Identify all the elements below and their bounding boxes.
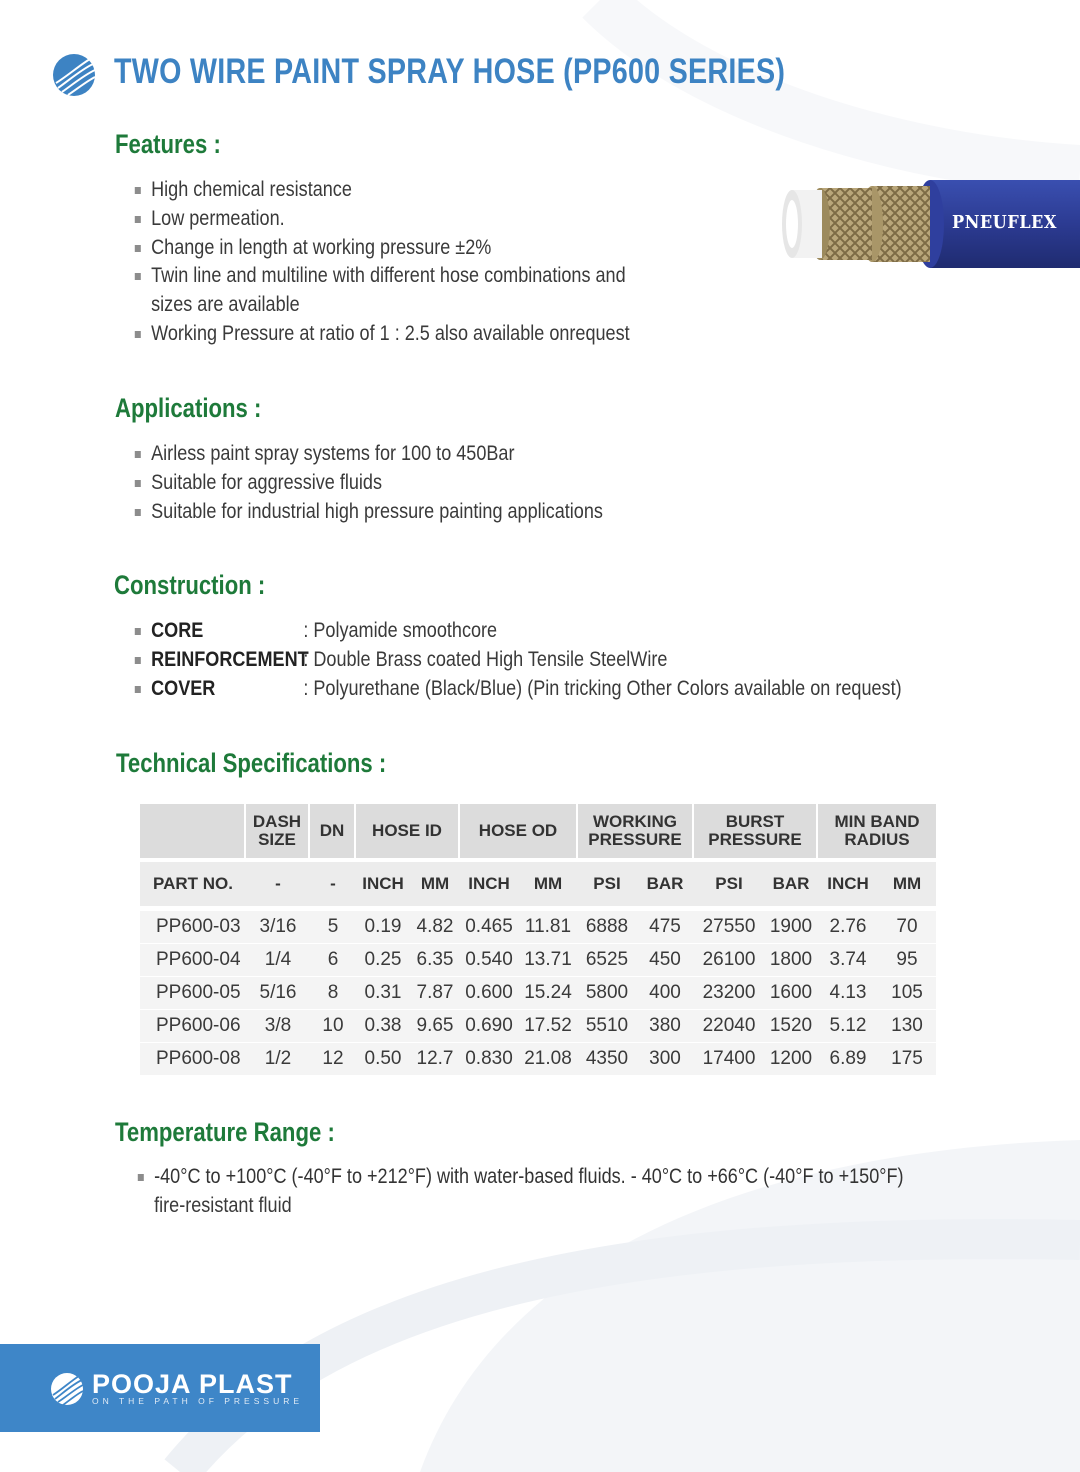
- list-item: Working Pressure at ratio of 1 : 2.5 also available onrequest: [115, 320, 630, 349]
- list-item: Suitable for industrial high pressure painting applications: [115, 498, 603, 527]
- table-cell: 3.74: [818, 943, 878, 976]
- header-working-pressure: WORKING PRESSURE: [578, 804, 694, 858]
- construction-key: COVER: [151, 676, 216, 700]
- list-item: Twin line and multiline with different hose combinations and: [115, 262, 630, 291]
- unit-header-cell: PSI: [694, 858, 764, 910]
- header-burst-pressure: BURST PRESSURE: [694, 804, 818, 858]
- table-cell: 5510: [578, 1009, 636, 1042]
- table-cell: 6.89: [818, 1042, 878, 1075]
- table-cell: 4350: [578, 1042, 636, 1075]
- table-cell: 13.71: [518, 943, 578, 976]
- spec-group-header-row: [140, 804, 936, 858]
- spec-table-body: [140, 910, 936, 1075]
- temperature-block: [118, 1163, 904, 1221]
- construction-key: REINFORCEMENT: [151, 647, 309, 671]
- table-cell: 7.87: [410, 976, 460, 1009]
- part-number-cell: PP600-06: [140, 1009, 246, 1042]
- header-hose-id: HOSE ID: [356, 804, 460, 858]
- features-list-wrap: [115, 176, 630, 349]
- table-cell: 1/4: [246, 943, 310, 976]
- unit-header-cell: INCH: [818, 858, 878, 910]
- unit-header-cell: MM: [518, 858, 578, 910]
- list-item: Low permeation.: [115, 205, 630, 234]
- table-row: [140, 943, 936, 976]
- temperature-line-continuation: fire-resistant fluid: [154, 1193, 292, 1217]
- header-hose-od: HOSE OD: [460, 804, 578, 858]
- hose-brand-label: PNEUFLEX: [952, 212, 1057, 233]
- features-heading: Features :: [115, 129, 221, 159]
- part-number-cell: PP600-03: [140, 910, 246, 943]
- applications-heading: Applications :: [115, 393, 262, 423]
- part-number-cell: PP600-05: [140, 976, 246, 1009]
- table-cell: 5: [310, 910, 356, 943]
- part-number-cell: PP600-08: [140, 1042, 246, 1075]
- unit-header-cell: BAR: [764, 858, 818, 910]
- unit-header-cell: -: [246, 858, 310, 910]
- table-cell: 380: [636, 1009, 694, 1042]
- construction-value: : Polyurethane (Black/Blue) (Pin tricking Other Colors available on request): [303, 676, 902, 700]
- construction-row-cover: [115, 675, 902, 704]
- unit-header-cell: PART NO.: [140, 858, 246, 910]
- unit-header-cell: BAR: [636, 858, 694, 910]
- table-cell: 6888: [578, 910, 636, 943]
- table-cell: 1600: [764, 976, 818, 1009]
- temperature-line: -40°C to +100°C (-40°F to +212°F) with water-based fluids. - 40°C to +66°C (-40°F to +150°F): [118, 1163, 904, 1192]
- table-cell: 17400: [694, 1042, 764, 1075]
- construction-value: : Double Brass coated High Tensile SteelWire: [303, 647, 668, 671]
- table-cell: 4.13: [818, 976, 878, 1009]
- table-cell: 0.830: [460, 1042, 518, 1075]
- table-row: [140, 976, 936, 1009]
- table-cell: 450: [636, 943, 694, 976]
- table-cell: 70: [878, 910, 936, 943]
- table-cell: 11.81: [518, 910, 578, 943]
- table-cell: 6: [310, 943, 356, 976]
- spec-table: [140, 804, 936, 1075]
- list-item: Suitable for aggressive fluids: [115, 469, 603, 498]
- footer-globe-icon: [50, 1372, 84, 1406]
- list-item: Airless paint spray systems for 100 to 450Bar: [115, 440, 603, 469]
- table-cell: 12: [310, 1042, 356, 1075]
- company-globe-icon: [52, 53, 96, 97]
- table-cell: 5800: [578, 976, 636, 1009]
- table-cell: 5/16: [246, 976, 310, 1009]
- table-cell: 21.08: [518, 1042, 578, 1075]
- unit-header-cell: -: [310, 858, 356, 910]
- table-cell: 17.52: [518, 1009, 578, 1042]
- construction-row-reinforcement: [115, 646, 902, 675]
- unit-header-cell: INCH: [356, 858, 410, 910]
- table-cell: 6.35: [410, 943, 460, 976]
- table-row: [140, 1042, 936, 1075]
- table-cell: 4.82: [410, 910, 460, 943]
- construction-heading: Construction :: [114, 570, 266, 600]
- unit-header-cell: MM: [410, 858, 460, 910]
- list-item: Change in length at working pressure ±2%: [115, 234, 630, 263]
- table-cell: 300: [636, 1042, 694, 1075]
- table-cell: 0.19: [356, 910, 410, 943]
- table-cell: 95: [878, 943, 936, 976]
- table-cell: 1520: [764, 1009, 818, 1042]
- table-cell: 3/16: [246, 910, 310, 943]
- table-cell: 400: [636, 976, 694, 1009]
- table-cell: 0.31: [356, 976, 410, 1009]
- spec-unit-header-row: [140, 858, 936, 910]
- header-dash-size: DASH SIZE: [246, 804, 310, 858]
- table-cell: 0.600: [460, 976, 518, 1009]
- table-cell: 23200: [694, 976, 764, 1009]
- temperature-heading: Temperature Range :: [115, 1117, 335, 1147]
- header-min-band-radius: MIN BAND RADIUS: [818, 804, 936, 858]
- list-item-continuation: sizes are available: [151, 293, 300, 317]
- table-cell: 9.65: [410, 1009, 460, 1042]
- table-cell: 1900: [764, 910, 818, 943]
- construction-key: CORE: [151, 619, 204, 642]
- construction-value: : Polyamide smoothcore: [303, 619, 498, 642]
- table-cell: 6525: [578, 943, 636, 976]
- table-cell: 130: [878, 1009, 936, 1042]
- table-cell: 0.465: [460, 910, 518, 943]
- unit-header-cell: INCH: [460, 858, 518, 910]
- table-cell: 175: [878, 1042, 936, 1075]
- construction-row-core: [115, 617, 902, 646]
- table-cell: 22040: [694, 1009, 764, 1042]
- features-list: [115, 176, 630, 349]
- list-item: High chemical resistance: [115, 176, 630, 205]
- table-cell: 5.12: [818, 1009, 878, 1042]
- footer-tagline: ON THE PATH OF PRESSURE: [92, 1396, 304, 1406]
- table-cell: 27550: [694, 910, 764, 943]
- page-title: TWO WIRE PAINT SPRAY HOSE (PP600 SERIES): [114, 52, 786, 91]
- table-row: [140, 910, 936, 943]
- footer-company-name: POOJA PLAST: [92, 1369, 293, 1399]
- part-number-cell: PP600-04: [140, 943, 246, 976]
- table-cell: 10: [310, 1009, 356, 1042]
- table-cell: 475: [636, 910, 694, 943]
- table-cell: 15.24: [518, 976, 578, 1009]
- table-cell: 0.38: [356, 1009, 410, 1042]
- table-row: [140, 1009, 936, 1042]
- specs-heading: Technical Specifications :: [116, 748, 387, 778]
- applications-list-wrap: [115, 440, 603, 526]
- unit-header-cell: PSI: [578, 858, 636, 910]
- header-cell-empty: [140, 804, 246, 858]
- table-cell: 1200: [764, 1042, 818, 1075]
- header-dn: DN: [310, 804, 356, 858]
- applications-list: [115, 440, 603, 526]
- table-cell: 3/8: [246, 1009, 310, 1042]
- table-cell: 0.540: [460, 943, 518, 976]
- table-cell: 8: [310, 976, 356, 1009]
- table-cell: 0.50: [356, 1042, 410, 1075]
- unit-header-cell: MM: [878, 858, 936, 910]
- table-cell: 26100: [694, 943, 764, 976]
- table-cell: 1800: [764, 943, 818, 976]
- construction-list: [115, 617, 902, 703]
- table-cell: 2.76: [818, 910, 878, 943]
- table-cell: 0.690: [460, 1009, 518, 1042]
- table-cell: 0.25: [356, 943, 410, 976]
- table-cell: 12.7: [410, 1042, 460, 1075]
- table-cell: 1/2: [246, 1042, 310, 1075]
- table-cell: 105: [878, 976, 936, 1009]
